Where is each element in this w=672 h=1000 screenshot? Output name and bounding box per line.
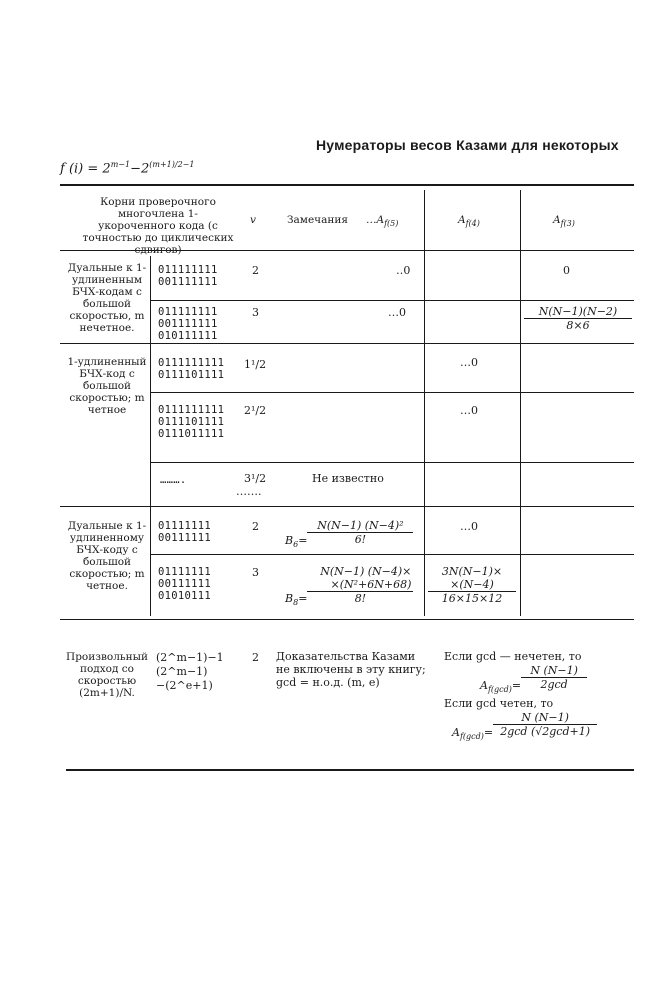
col-rule-a5 <box>150 256 151 616</box>
section4-odd-text: Если gcd — нечетен, то <box>444 650 582 663</box>
section2-rule <box>60 506 634 507</box>
section1-row2-a5: …0 <box>388 306 406 319</box>
weight-formula: f $(i) = 2^{m-1}-2^{(m+1)/2-1}$ <box>60 160 195 177</box>
section3-row1-a4: …0 <box>460 520 478 533</box>
section2-row1-v: 1¹/2 <box>244 358 267 371</box>
col-rule-a3 <box>520 190 521 616</box>
header-a3: $A_{f(3)}$ <box>553 214 575 229</box>
section2-row2-v: 2¹/2 <box>244 404 267 417</box>
section1-rule <box>60 343 634 344</box>
row-rule <box>150 392 634 393</box>
section3-row2-v: 3 <box>252 566 259 579</box>
section3-row1-v: 2 <box>252 520 259 533</box>
col-rule-a4 <box>424 190 425 616</box>
page-title: Нумераторы весов Казами для некоторых <box>316 137 619 153</box>
section4-even-text: Если gcd четен, то <box>444 697 554 710</box>
section2-row2-a4: …0 <box>460 404 478 417</box>
section4-codes: (2^m−1)−1 (2^m−1) −(2^e+1) <box>156 651 224 692</box>
section4-odd-formula: $A_{f(gcd)}=$ $\frac{N (N-1)}{2\gcd}$ <box>480 664 587 691</box>
section1-row2-v: 3 <box>252 306 259 319</box>
section1-row1-v: 2 <box>252 264 259 277</box>
section1-label: Дуальные к 1-удлиненным БЧХ-кодам с большой скоростью, m нечетное. <box>67 262 147 334</box>
header-roots: Корни проверочного многочлена 1-укороченного кода (с точностью до циклических сдвигов) <box>82 196 234 256</box>
table-bottom-rule <box>66 769 634 771</box>
section1-row1-a5: ‥0 <box>396 264 411 277</box>
section4-v: 2 <box>252 651 259 664</box>
section3-row1-codes: 01111111 00111111 <box>158 520 211 544</box>
section3-label: Дуальные к 1-удлиненному БЧХ-коду с большой скоростью; m четное. <box>67 520 147 592</box>
section2-row1-codes: 0111111111 0111101111 <box>158 357 225 381</box>
section1-row1-codes: 011111111 001111111 <box>158 264 218 288</box>
section2-label: 1-удлиненный БЧХ-код с большой скоростью; m четное <box>67 356 147 416</box>
section1-row2-a3: $\frac{N(N-1)(N-2)}{8\times 6}$ <box>524 305 632 332</box>
section3-row2-codes: 01111111 00111111 01010111 <box>158 566 211 602</box>
row-rule <box>150 554 634 555</box>
header-notes: Замечания <box>287 214 349 226</box>
section2-row1-a4: …0 <box>460 356 478 369</box>
section4-even-formula: $A_{f(gcd)}=$ $\frac{N (N-1)}{2\gcd (√2\gcd+1)}$ <box>452 711 597 738</box>
section1-row2-codes: 011111111 001111111 010111111 <box>158 306 218 342</box>
row-rule <box>150 300 634 301</box>
section2-row3-codes: ………. <box>160 474 187 486</box>
section3-rule <box>60 619 634 620</box>
header-v: v <box>250 214 256 226</box>
section3-row1-b6: $B_6=$ $\frac{\text{N(N−1) (N−4)²}}{6!}$ <box>285 519 413 546</box>
header-a5: $\dots A_{f(5)}$ <box>366 214 399 229</box>
header-a4: $A_{f(4)}$ <box>458 214 480 229</box>
section4-label: Произвольный подход со скоростью (2m+1)/N. <box>66 651 148 699</box>
section3-row2-a4: 3N(N−1)× ×(N−4) 16×15×12 <box>428 565 516 605</box>
section1-row1-a3: 0 <box>563 264 570 277</box>
section2-row3-v: 3¹/2 ……. <box>236 472 267 498</box>
row-rule <box>150 462 634 463</box>
section2-row3-notes: Не известно <box>312 472 384 485</box>
table-top-rule <box>60 184 634 186</box>
section2-row2-codes: 0111111111 0111101111 0111011111 <box>158 404 225 440</box>
section4-note: Доказательства Казами не включены в эту книгу; gcd = н.о.д. (m, e) <box>276 650 426 689</box>
section3-row2-b8: $B_8=$ N(N−1) (N−4)× ×(N²+6N+68) 8! <box>285 565 412 608</box>
